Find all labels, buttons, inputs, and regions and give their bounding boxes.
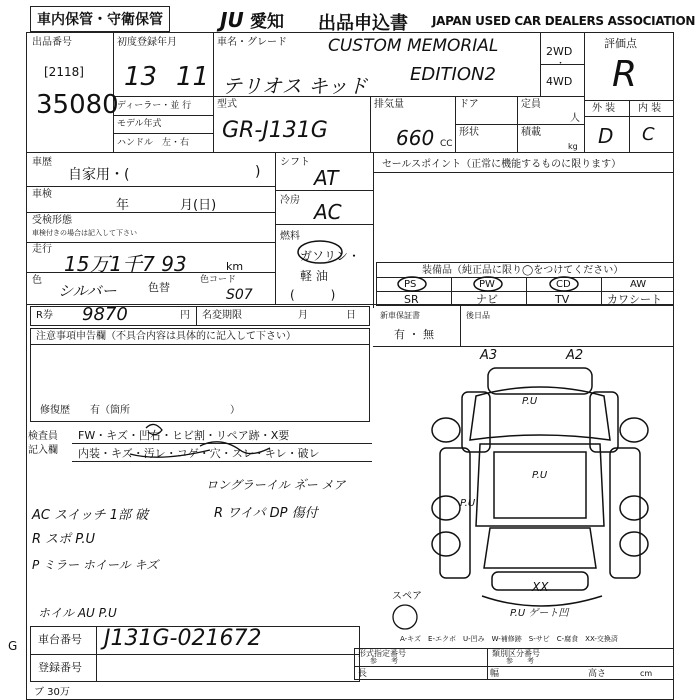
name-change-label: 名変期限 (202, 310, 242, 321)
diagram-rear-note: P.U ゲート凹 (510, 608, 569, 619)
mileage-value: 15万1千7 93 (64, 252, 187, 276)
lot-label: 出品番号 (32, 37, 72, 48)
sales-points-label: セールスポイント（正常に機能するものに限ります） (382, 159, 622, 170)
association-name: JAPAN USED CAR DEALERS ASSOCIATION (432, 14, 696, 28)
acceptance-label: 受検形態 (32, 215, 72, 226)
designation-label: 形式指定番号 (358, 649, 406, 658)
color-value: シルバー (58, 282, 117, 300)
warranty-label: 新車保証書 (380, 311, 420, 320)
shift-label: シフト (280, 157, 310, 168)
car-edition: EDITION2 (410, 64, 496, 85)
equip-seat[interactable]: カワシート (607, 293, 662, 306)
warranty-options: 有 ・ 無 (394, 328, 434, 341)
drive-2wd: 2WD (546, 45, 573, 58)
diagram-mark-a3: A3 (480, 348, 498, 363)
ac-value: AC (314, 200, 342, 224)
chassis-label: 車台番号 (38, 633, 82, 646)
hand-note-5: P ミラー ホイール キズ (32, 558, 159, 572)
capacity-label: 定員 (521, 99, 541, 110)
lot-number: 35080 (36, 90, 119, 120)
equip-ps[interactable]: PS (404, 279, 417, 290)
spare-tire (390, 602, 420, 632)
equip-sr[interactable]: SR (404, 293, 419, 306)
int-codes: 内装・キズ・汚レ・コゲ・穴・スレ・キレ・破レ (78, 447, 320, 460)
reg-year: 13 (124, 62, 158, 92)
equip-pw[interactable]: PW (479, 279, 495, 290)
diagram-mark-a2: A2 (566, 348, 584, 363)
fuel-circle (296, 238, 346, 266)
drive-4wd: 4WD (546, 75, 573, 88)
equipment-circles (390, 274, 590, 294)
reg-number-label: 登録番号 (38, 661, 82, 674)
color-code: S07 (226, 287, 253, 303)
dim-height: 高さ (588, 669, 607, 679)
diagram-pu-left: P.U (460, 498, 476, 509)
hand-note-3: R ワイパ DP 傷付 (214, 506, 318, 521)
diagram-pu-mid: P.U (532, 470, 548, 481)
interior-label: 内 装 (638, 103, 662, 114)
lot-sub-number: [2118] (44, 65, 84, 79)
cc-unit: CC (440, 139, 453, 149)
model-code: GR-J131G (222, 118, 328, 143)
inspection-month: 月(日) (180, 198, 217, 213)
recycle-amount: 9870 (82, 304, 128, 325)
person-unit: 人 (570, 113, 580, 124)
repair-label: 修復歴 有（箇所 ） (40, 405, 240, 416)
dim-width: 幅 (490, 669, 500, 679)
equip-aw[interactable]: AW (630, 279, 647, 290)
diagram-rear-mark: XX (532, 580, 549, 594)
footer-bottom-row: ブ 30万 (34, 687, 150, 698)
shift-value: AT (314, 166, 339, 190)
hand-note-4: R スポ P.U (32, 532, 95, 547)
classification-label: 類別区分番号 (492, 649, 540, 658)
recycle-box (30, 306, 370, 326)
ju-logo (220, 7, 284, 32)
ac-label: 冷房 (280, 195, 300, 206)
usage-label: 車歴 (32, 157, 52, 168)
notes-header: 注意事項申告欄（不具合内容は具体的に記入して下さい） (36, 331, 296, 342)
usage-close: ) (255, 164, 261, 180)
acceptance-note: 車検付きの場合は記入して下さい (32, 229, 137, 237)
fuel-options: ガソリン・軽 油 (300, 249, 361, 283)
logo-pref: 愛知 (249, 12, 284, 32)
recycle-label: R券 (36, 310, 53, 321)
color-match-label: 色替 (148, 281, 170, 294)
designation-ref: 参 考 (370, 657, 398, 665)
exterior-score: D (598, 124, 614, 148)
equip-tv[interactable]: TV (555, 293, 570, 306)
type-label: 型式 (217, 99, 237, 110)
classification-ref: 参 考 (506, 657, 534, 665)
load-label: 積載 (521, 127, 541, 138)
damage-legend: A-キズ E-エクボ U-凹み W-補修跡 S-サビ C-腐食 XX-交換済 (400, 635, 618, 643)
ext-codes: FW・キズ・凹右・ヒビ割・リペア跡・X要 (78, 429, 290, 442)
usage-value: 自家用・( (68, 167, 130, 183)
car-name-label: 車名・グレード (217, 37, 287, 48)
hand-note-2: AC スイッチ 1部 破 (32, 508, 149, 523)
inspection-year: 年 (116, 198, 130, 213)
car-name: テリオス キッド (222, 74, 368, 98)
reg-label: 初度登録年月 (117, 37, 177, 48)
handle-label: ハンドル 左・右 (117, 138, 190, 148)
reg-month: 11 (176, 62, 210, 92)
dim-cm: cm (640, 669, 653, 678)
kg-unit: kg (568, 142, 578, 151)
equip-cd[interactable]: CD (556, 279, 571, 290)
shape-label: 形状 (459, 127, 479, 138)
interior-score: C (642, 124, 655, 145)
displacement-value: 660 (396, 126, 435, 150)
storage-tag: 車内保管・守衛保管 (30, 6, 170, 32)
drive-dot: ・ (556, 59, 566, 69)
diagram-pu-top: P.U (522, 396, 538, 407)
hand-note-6: ホイル AU P.U (38, 606, 117, 620)
name-change-day: 日 (346, 310, 356, 321)
car-grade: CUSTOM MEMORIAL (328, 36, 499, 56)
rating-label: 評価点 (604, 37, 637, 50)
code-scribbles (110, 420, 350, 468)
model-year-label: モデル年式 (117, 119, 162, 129)
rating-value: R (612, 54, 638, 95)
form-title: 出品申込書 (318, 13, 408, 34)
dim-length: 長 (358, 669, 368, 679)
fuel-paren: ( ) (290, 288, 336, 302)
spare-label: スペア (392, 591, 422, 602)
color-label: 色 (32, 275, 42, 286)
name-change-month: 月 (298, 310, 308, 321)
hand-note-1: ロングラーイル ネ゙ー メア (206, 478, 346, 492)
displacement-label: 排気量 (374, 99, 404, 110)
mileage-label: 走行 (32, 244, 52, 255)
color-code-label: 色コード (200, 275, 237, 285)
after-item-label: 後日品 (466, 311, 490, 320)
equip-navi[interactable]: ナビ (476, 293, 498, 306)
door-label: ドア (459, 99, 479, 110)
exterior-label: 外 装 (592, 103, 616, 114)
equipment-label: 装備品（純正品に限り◯をつけてください） (422, 265, 624, 276)
footer-left-code: G (8, 639, 18, 653)
inspector-label: 検査員 記入欄 (28, 431, 58, 456)
dealer-label: ディーラー・並 行 (117, 101, 192, 111)
recycle-unit: 円 (180, 310, 190, 321)
fuel-label: 燃料 (280, 231, 300, 242)
logo-mark: JU (220, 8, 244, 32)
inspection-label: 車検 (32, 189, 52, 200)
mileage-unit: km (226, 260, 244, 273)
chassis-value: J131G-021672 (104, 626, 262, 651)
